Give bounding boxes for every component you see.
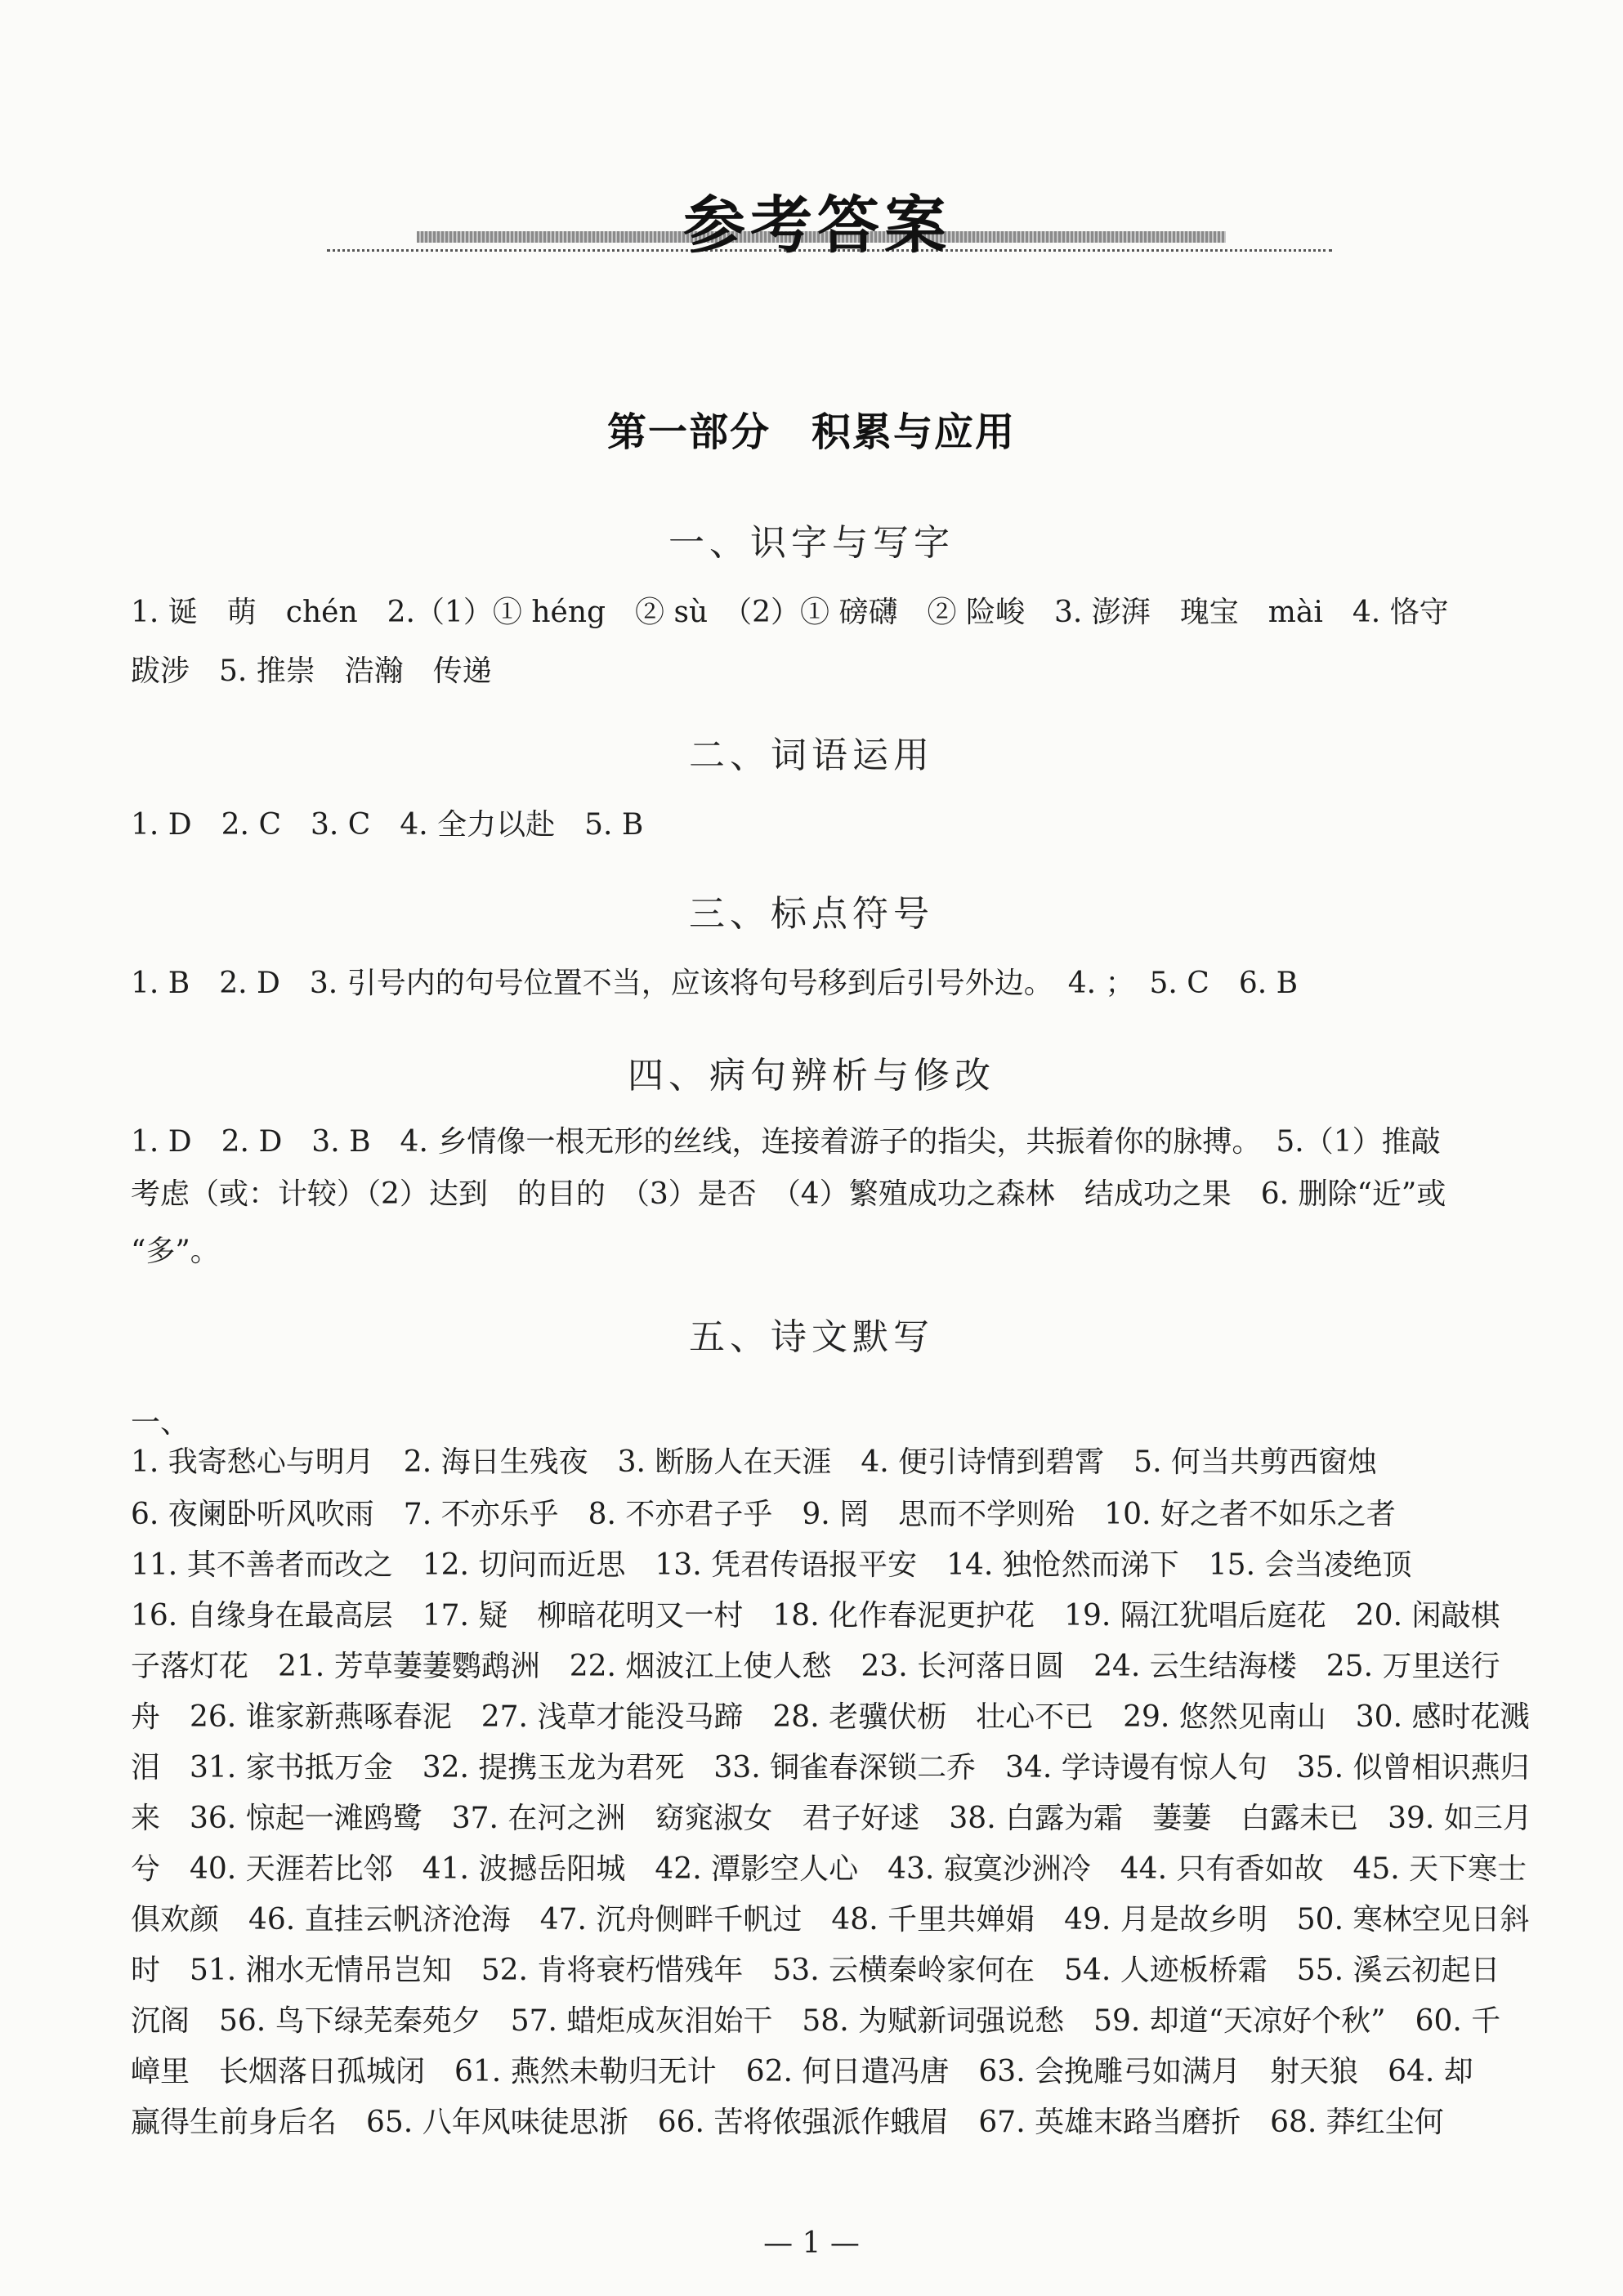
answer-line: 赢得生前身后名 65. 八年风味徒思浙 66. 苦将侬强派作蛾眉 67. 英雄末路当磨折 68. 莽红尘何	[131, 2106, 1444, 2139]
page-title: 参考答案	[683, 189, 951, 261]
answer-line: 沉阁 56. 鸟下绿芜秦苑夕 57. 蜡炬成灰泪始干 58. 为赋新词强说愁 59. 却道“天凉好个秋” 60. 千	[131, 2004, 1501, 2038]
answer-line: 嶂里 长烟落日孤城闭 61. 燕然未勒归无计 62. 何日遣冯唐 63. 会挽雕弓如满月 射天狼 64. 却	[131, 2055, 1473, 2088]
section-heading-5: 五、诗文默写	[689, 1316, 934, 1358]
answer-line: 舟 26. 谁家新燕啄春泥 27. 浅草才能没马蹄 28. 老骥伏枥 壮心不已 29. 悠然见南山 30. 感时花溅	[131, 1700, 1530, 1734]
answer-line: 子落灯花 21. 芳草萋萋鹦鹉洲 22. 烟波江上使人愁 23. 长河落日圆 24. 云生结海楼 25. 万里送行	[131, 1650, 1500, 1683]
answer-line: 泪 31. 家书抵万金 32. 提携玉龙为君死 33. 铜雀春深锁二乔 34. 学诗谩有惊人句 35. 似曾相识燕归	[131, 1751, 1530, 1785]
answer-line: 来 36. 惊起一滩鸥鹭 37. 在河之洲 窈窕淑女 君子好逑 38. 白露为霜 萋萋 白露未已 39. 如三月	[131, 1802, 1532, 1835]
answer-line: 1. D 2. D 3. B 4. 乡情像一根无形的丝线，连接着游子的指尖，共振着你的脉搏。 5.（1）推敲	[131, 1125, 1441, 1159]
answer-line: 11. 其不善者而改之 12. 切问而近思 13. 凭君传语报平安 14. 独怆然而涕下 15. 会当凌绝顶	[131, 1548, 1412, 1582]
answer-line: 时 51. 湘水无情吊岂知 52. 肯将衰朽惜残年 53. 云横秦岭家何在 54. 人迹板桥霜 55. 溪云初起日	[131, 1954, 1500, 1987]
page-title-banner	[409, 168, 1226, 261]
page-number: — 1 —	[763, 2227, 860, 2260]
answer-line: “多”。	[131, 1235, 220, 1268]
answer-line: 兮 40. 天涯若比邻 41. 波撼岳阳城 42. 潭影空人心 43. 寂寞沙洲冷 44. 只有香如故 45. 天下寒士	[131, 1852, 1527, 1886]
answer-line: 考虑（或：计较）（2）达到 的目的 （3）是否 （4）繁殖成功之森林 结成功之果 6. 删除“近”或	[131, 1177, 1446, 1211]
answer-line: 跋涉 5. 推崇 浩瀚 传递	[131, 654, 492, 688]
answer-line: 6. 夜阑卧听风吹雨 7. 不亦乐乎 8. 不亦君子乎 9. 罔 思而不学则殆 10. 好之者不如乐之者	[131, 1498, 1396, 1531]
section-heading-4: 四、病句辨析与修改	[628, 1055, 995, 1097]
part-title: 第一部分 积累与应用	[606, 409, 1016, 455]
section-heading-1: 一、识字与写字	[668, 522, 955, 564]
answer-line: 16. 自缘身在最高层 17. 疑 柳暗花明又一村 18. 化作春泥更护花 19. 隔江犹唱后庭花 20. 闲敲棋	[131, 1599, 1500, 1633]
answer-line: 1. B 2. D 3. 引号内的句号位置不当，应该将句号移到后引号外边。 4. ； 5. C 6. B	[131, 967, 1299, 1000]
section-heading-2: 二、词语运用	[689, 735, 934, 776]
answer-line: 1. 我寄愁心与明月 2. 海日生残夜 3. 断肠人在天涯 4. 便引诗情到碧霄 5. 何当共剪西窗烛	[131, 1445, 1377, 1479]
answer-line: 一、	[131, 1406, 190, 1440]
section-heading-3: 三、标点符号	[689, 893, 934, 935]
answer-line: 1. D 2. C 3. C 4. 全力以赴 5. B	[131, 808, 644, 842]
answer-line: 1. 诞 萌 chén 2.（1）① héng ② sù （2）① 磅礴 ② 险峻 3. 澎湃 瑰宝 mài 4. 恪守	[131, 596, 1449, 629]
answer-line: 俱欢颜 46. 直挂云帆济沧海 47. 沉舟侧畔千帆过 48. 千里共婵娟 49. 月是故乡明 50. 寒林空见日斜	[131, 1903, 1530, 1936]
